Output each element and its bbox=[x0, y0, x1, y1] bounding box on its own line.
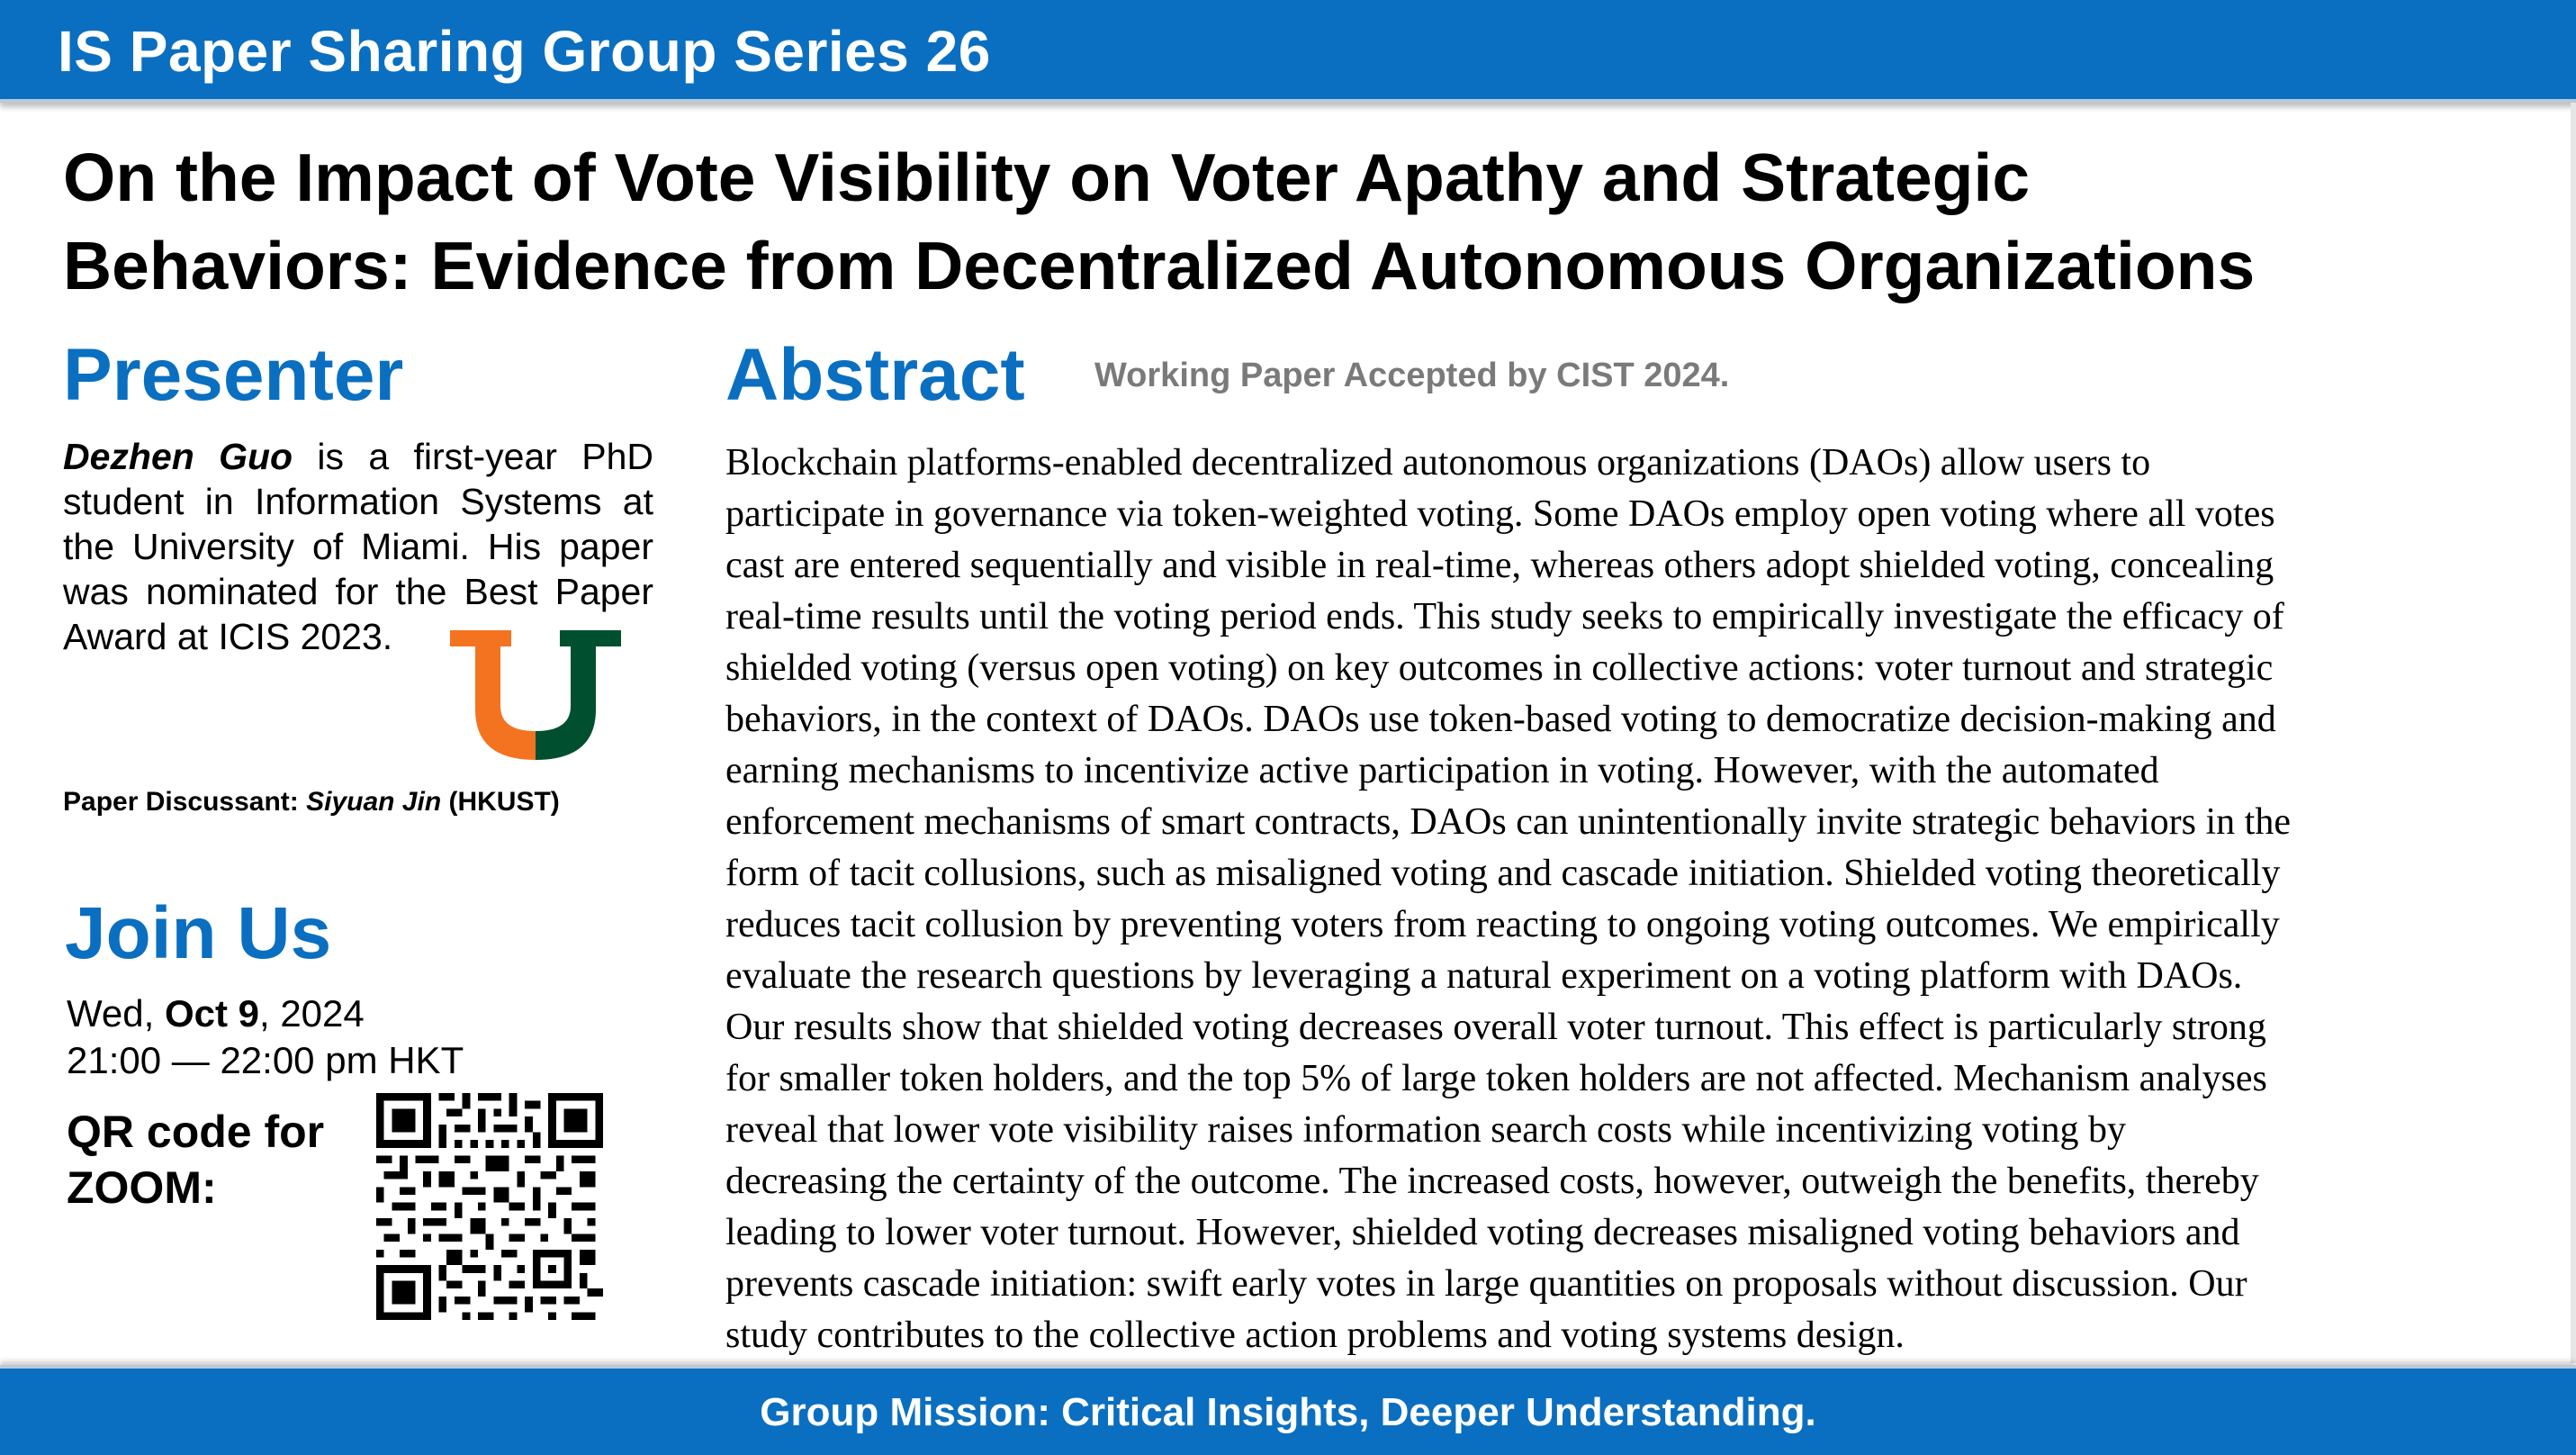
paper-discussant bbox=[63, 787, 560, 818]
abstract-line: participate in governance via token-weighted voting. Some DAOs employ open voting where all votes bbox=[725, 493, 2275, 535]
event-date-bold: Oct 9 bbox=[164, 992, 259, 1035]
abstract-line: real-time results until the voting period ends. This study seeks to empirically investigate the efficacy of bbox=[725, 596, 2284, 637]
qr-code-label: QR code for ZOOM: bbox=[67, 1107, 325, 1213]
paper-title-line: On the Impact of Vote Visibility on Voter Apathy and Strategic bbox=[63, 140, 2031, 215]
presenter-name: Dezhen Guo bbox=[63, 436, 293, 477]
abstract-heading: Abstract bbox=[725, 334, 1025, 416]
top-banner bbox=[0, 0, 2576, 103]
join-us-heading: Join Us bbox=[65, 892, 332, 974]
discussant-affiliation: (HKUST) bbox=[441, 787, 560, 817]
zoom-qr-code-icon[interactable] bbox=[376, 1093, 603, 1320]
event-year: , 2024 bbox=[258, 992, 365, 1035]
abstract-line: earning mechanisms to incentivize active participation in voting. However, with the automated bbox=[725, 750, 2159, 791]
discussant-label: Paper Discussant: bbox=[63, 787, 307, 817]
abstract-line: Our results show that shielded voting decreases overall voter turnout. This effect is particularly strong bbox=[725, 1007, 2266, 1048]
abstract-line: decreasing the certainty of the outcome. The increased costs, however, outweigh the benefits, thereby bbox=[725, 1161, 2259, 1202]
abstract-acceptance-note: Working Paper Accepted by CIST 2024. bbox=[1094, 357, 1730, 394]
abstract-line: leading to lower voter turnout. However, shielded voting decreases misaligned voting behaviors and bbox=[725, 1212, 2240, 1253]
abstract-line: shielded voting (versus open voting) on key outcomes in collective actions: voter turnout and strategic bbox=[725, 647, 2274, 689]
abstract-line: behaviors, in the context of DAOs. DAOs use token-based voting to democratize decision-making and bbox=[725, 699, 2276, 740]
abstract-line: enforcement mechanisms of smart contracts, DAOs can unintentionally invite strategic behaviors in the bbox=[725, 801, 2291, 843]
event-time: 21:00 — 22:00 pm HKT bbox=[67, 1039, 464, 1081]
bottom-banner bbox=[0, 1365, 2576, 1455]
presenter-bio bbox=[63, 434, 653, 659]
abstract-line: for smaller token holders, and the top 5% of large token holders are not affected. Mechanism analyses bbox=[725, 1058, 2267, 1099]
abstract-line: evaluate the research questions by leveraging a natural experiment on a voting platform with DAOs. bbox=[725, 955, 2243, 997]
event-day: Wed, bbox=[67, 992, 165, 1035]
abstract-line: study contributes to the collective action problems and voting systems design. bbox=[725, 1315, 1905, 1356]
paper-title-line: Behaviors: Evidence from Decentralized Autonomous Organizations bbox=[63, 228, 2256, 303]
discussant-name: Siyuan Jin bbox=[306, 787, 442, 817]
event-date bbox=[67, 992, 365, 1035]
abstract-line: prevents cascade initiation: swift early votes in large quantities on proposals without discussion. Our bbox=[725, 1263, 2247, 1305]
group-mission: Group Mission: Critical Insights, Deeper Understanding. bbox=[760, 1390, 1816, 1434]
slide-edge-shadow bbox=[2571, 103, 2576, 1363]
abstract-line: form of tacit collusions, such as misaligned voting and cascade initiation. Shielded voting theoretically bbox=[725, 853, 2281, 894]
abstract-line: Blockchain platforms-enabled decentralized autonomous organizations (DAOs) allow users to bbox=[725, 442, 2151, 483]
presenter-bio-text: is a first-year PhD student in Information Systems at the University of Miami. His paper was nominated for the Best Paper Award at ICIS 2023. bbox=[63, 436, 653, 657]
abstract-line: reveal that lower vote visibility raises information search costs while incentivizing voting by bbox=[725, 1109, 2126, 1151]
abstract-body bbox=[725, 438, 2502, 1361]
paper-title bbox=[63, 133, 2529, 310]
abstract-line: cast are entered sequentially and visible in real-time, whereas others adopt shielded voting, concealing bbox=[725, 545, 2274, 586]
abstract-line: reduces tacit collusion by preventing voters from reacting to ongoing voting outcomes. We empirically bbox=[725, 904, 2280, 945]
university-of-miami-u-logo-icon bbox=[450, 630, 621, 760]
series-title: IS Paper Sharing Group Series 26 bbox=[58, 19, 991, 84]
presenter-heading: Presenter bbox=[63, 334, 404, 416]
